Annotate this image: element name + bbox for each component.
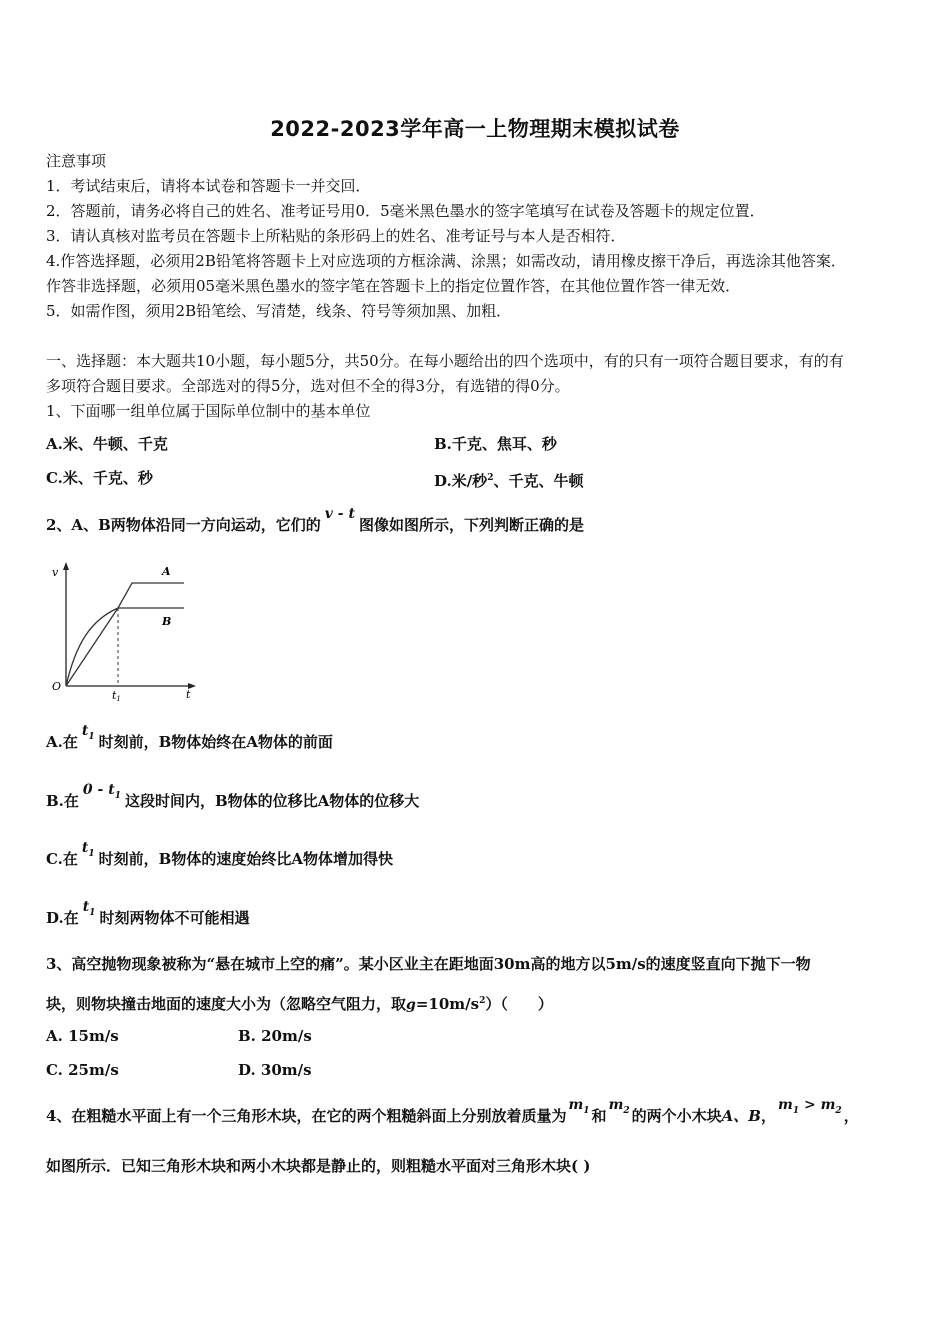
q2-option-b-math: $0 - t_1$ <box>82 782 121 801</box>
q3-stem-line2-pre: 块，则物块撞击地面的速度大小为（忽略空气阻力，取 <box>46 995 407 1013</box>
q1-option-a: A.米、牛顿、千克 <box>46 435 168 453</box>
q3-option-d: D. 30m/s <box>238 1061 312 1079</box>
q2-option-a <box>46 723 333 760</box>
q4-stem-line1 <box>46 1097 859 1134</box>
notice-item-1: 1．考试结束后，请将本试卷和答题卡一并交回． <box>46 177 371 195</box>
q2-option-c <box>46 840 393 877</box>
q3-stem-line2-post: ）（ ） <box>485 995 553 1013</box>
q4-stem-pre: 4、在粗糙水平面上有一个三角形木块，在它的两个粗糙斜面上分别放着质量为 <box>46 1107 567 1125</box>
q1-stem: 1、下面哪一组单位属于国际单位制中的基本单位 <box>46 402 371 420</box>
t1-label <box>112 689 121 703</box>
q3-g-symbol: g <box>406 997 416 1013</box>
q3-g-value: =10m/s <box>415 995 480 1013</box>
q2-option-d-pre: D.在 <box>46 909 79 927</box>
q2-option-a-pre: A.在 <box>46 733 78 751</box>
q4-m2: $m_2$ <box>608 1097 630 1116</box>
t-axis-label: t <box>186 688 191 701</box>
q3-g-sup: 2 <box>479 996 486 1006</box>
q1-option-d <box>434 467 583 492</box>
q4-m1: $m_1$ <box>568 1097 590 1116</box>
notice-item-5: 5．如需作图，须用2B铅笔绘、写清楚，线条、符号等须加黑、加粗． <box>46 302 512 320</box>
notice-item-2: 2．答题前，请务必将自己的姓名、准考证号用0．5毫米黑色墨水的签字笔填写在试卷及答题卡的规定位置． <box>46 202 765 220</box>
origin-label: O <box>52 680 62 693</box>
q3-stem-line1: 3、高空抛物现象被称为“悬在城市上空的痛”。某小区业主在距地面30m高的地方以5m/s的速度竖直向下抛下一物 <box>46 955 811 973</box>
q1-option-d-pre: D.米/秒 <box>434 472 488 490</box>
q3-option-a: A. 15m/s <box>46 1027 119 1045</box>
q2-stem-post: 图像如图所示，下列判断正确的是 <box>358 516 584 534</box>
notice-item-4: 4.作答选择题，必须用2B铅笔将答题卡上对应选项的方框涂满、涂黑；如需改动，请用橡皮擦干净后，再选涂其他答案． <box>46 252 846 270</box>
q2-option-a-post: 时刻前，B物体始终在A物体的前面 <box>98 733 333 751</box>
q4-and: 和 <box>591 1107 607 1125</box>
q2-option-b-post: 这段时间内，B物体的位移比A物体的位移大 <box>124 792 420 810</box>
t1-label-sub: 1 <box>116 695 121 703</box>
q2-option-d <box>46 899 250 936</box>
vt-graph <box>46 558 196 703</box>
notice-item-4-cont: 作答非选择题，必须用05毫米黑色墨水的签字笔在答题卡上的指定位置作答，在其他位置作答一律无效． <box>46 277 741 295</box>
q4-comma: ， <box>761 1107 777 1125</box>
q1-option-d-post: 、千克、牛顿 <box>493 472 584 490</box>
section-instructions-line1: 一、选择题：本大题共10小题，每小题5分，共50分。在每小题给出的四个选项中，有的只有一项符合题目要求，有的有 <box>46 352 844 370</box>
q3-option-c: C. 25m/s <box>46 1061 119 1079</box>
q2-option-c-post: 时刻前，B物体的速度始终比A物体增加得快 <box>98 850 393 868</box>
curve-a <box>66 583 184 686</box>
q2-option-d-post: 时刻两物体不可能相遇 <box>99 909 250 927</box>
q2-option-a-math: $t_1$ <box>81 723 95 742</box>
v-axis-label: v <box>52 566 59 579</box>
q2-stem-math: v - t <box>324 506 355 522</box>
q2-option-d-math: $t_1$ <box>82 899 96 918</box>
q2-option-c-pre: C.在 <box>46 850 78 868</box>
q2-option-b-pre: B.在 <box>46 792 79 810</box>
notice-heading: 注意事项 <box>46 152 107 170</box>
q2-option-c-math: $t_1$ <box>81 840 95 859</box>
q2-stem <box>46 506 584 537</box>
q3-stem-line2 <box>46 990 553 1016</box>
q3-option-b: B. 20m/s <box>238 1027 312 1045</box>
q2-option-b <box>46 782 420 819</box>
q4-mid: 的两个小木块 <box>631 1107 722 1125</box>
section-instructions-line2: 多项符合题目要求。全部选对的得5分，选对但不全的得3分，有选错的得0分。 <box>46 377 570 395</box>
q1-option-b: B.千克、焦耳、秒 <box>434 435 557 453</box>
q4-inequality: $m_1 > m_2$ <box>778 1097 842 1116</box>
notice-item-3: 3．请认真核对监考员在答题卡上所粘贴的条形码上的姓名、准考证号与本人是否相符． <box>46 227 626 245</box>
q4-end: ， <box>843 1107 859 1125</box>
curve-a-label: A <box>162 565 171 578</box>
page-title: 2022-2023学年高一上物理期末模拟试卷 <box>270 117 680 141</box>
t1-label-t: t <box>112 689 117 702</box>
q4-stem-line2: 如图所示．已知三角形木块和两小木块都是静止的，则粗糙水平面对三角形木块( ) <box>46 1157 591 1175</box>
q1-option-c: C.米、千克、秒 <box>46 469 153 487</box>
v-axis-arrow <box>63 562 69 570</box>
q4-ab: A、B <box>721 1107 761 1125</box>
q2-stem-pre: 2、A、B两物体沿同一方向运动，它们的 <box>46 516 321 534</box>
curve-b-label: B <box>162 615 172 628</box>
q1-option-d-sup: 2 <box>487 473 494 483</box>
